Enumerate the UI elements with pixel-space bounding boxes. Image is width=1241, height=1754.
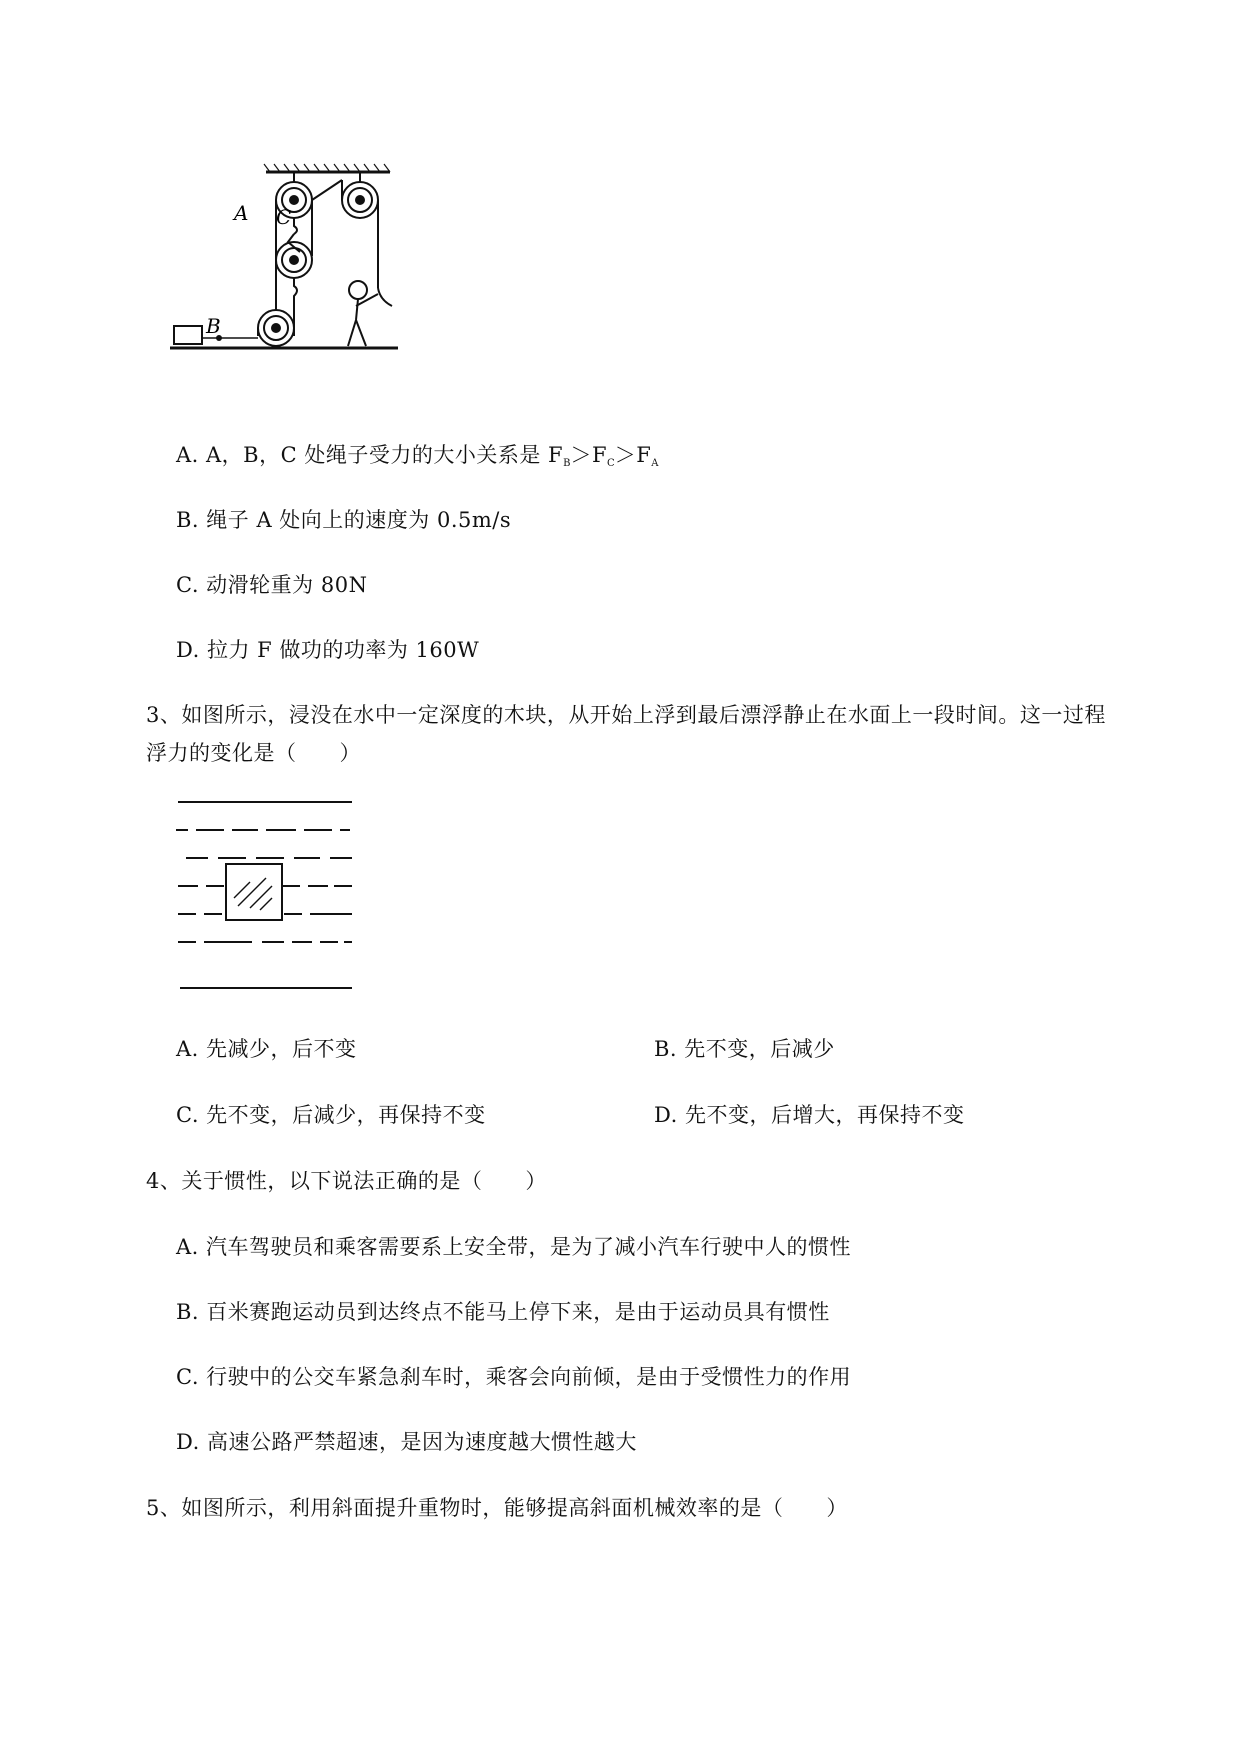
q5-stem: 5、如图所示，利用斜面提升重物时，能够提高斜面机械效率的是（ ）	[146, 1496, 848, 1520]
q2-option-c: C. 动滑轮重为 80N	[176, 573, 368, 597]
q3-option-b: B. 先不变，后减少	[654, 1037, 835, 1061]
q4-option-c: C. 行驶中的公交车紧急刹车时，乘客会向前倾，是由于受惯性力的作用	[176, 1365, 852, 1389]
q4-stem: 4、关于惯性，以下说法正确的是（ ）	[146, 1169, 547, 1193]
label-c: C	[276, 205, 292, 229]
q3-stem-line2: 浮力的变化是（ ）	[146, 741, 361, 765]
q4-option-d: D. 高速公路严禁超速，是因为速度越大惯性越大	[176, 1430, 637, 1454]
q2-option-d: D. 拉力 F 做功的功率为 160W	[176, 638, 480, 662]
q2-option-b: B. 绳子 A 处向上的速度为 0.5m/s	[176, 508, 512, 532]
pulley-system-figure	[170, 160, 450, 400]
q4-option-a: A. 汽车驾驶员和乘客需要系上安全带，是为了减小汽车行驶中人的惯性	[176, 1235, 852, 1259]
q3-option-d: D. 先不变，后增大，再保持不变	[654, 1103, 965, 1127]
q3-option-a: A. 先减少，后不变	[176, 1037, 357, 1061]
q2-option-a: A. A，B，C 处绳子受力的大小关系是 $F_B>F_C>F_A$	[176, 443, 659, 469]
q3-stem-line1: 3、如图所示，浸没在水中一定深度的木块，从开始上浮到最后漂浮静止在水面上一段时间。这一过程	[146, 703, 1106, 727]
q4-option-b: B. 百米赛跑运动员到达终点不能马上停下来，是由于运动员具有惯性	[176, 1300, 830, 1324]
water-block-figure	[172, 790, 362, 1000]
label-b: B	[206, 314, 221, 338]
q3-option-c: C. 先不变，后减少，再保持不变	[176, 1103, 486, 1127]
label-a: A	[234, 201, 249, 225]
